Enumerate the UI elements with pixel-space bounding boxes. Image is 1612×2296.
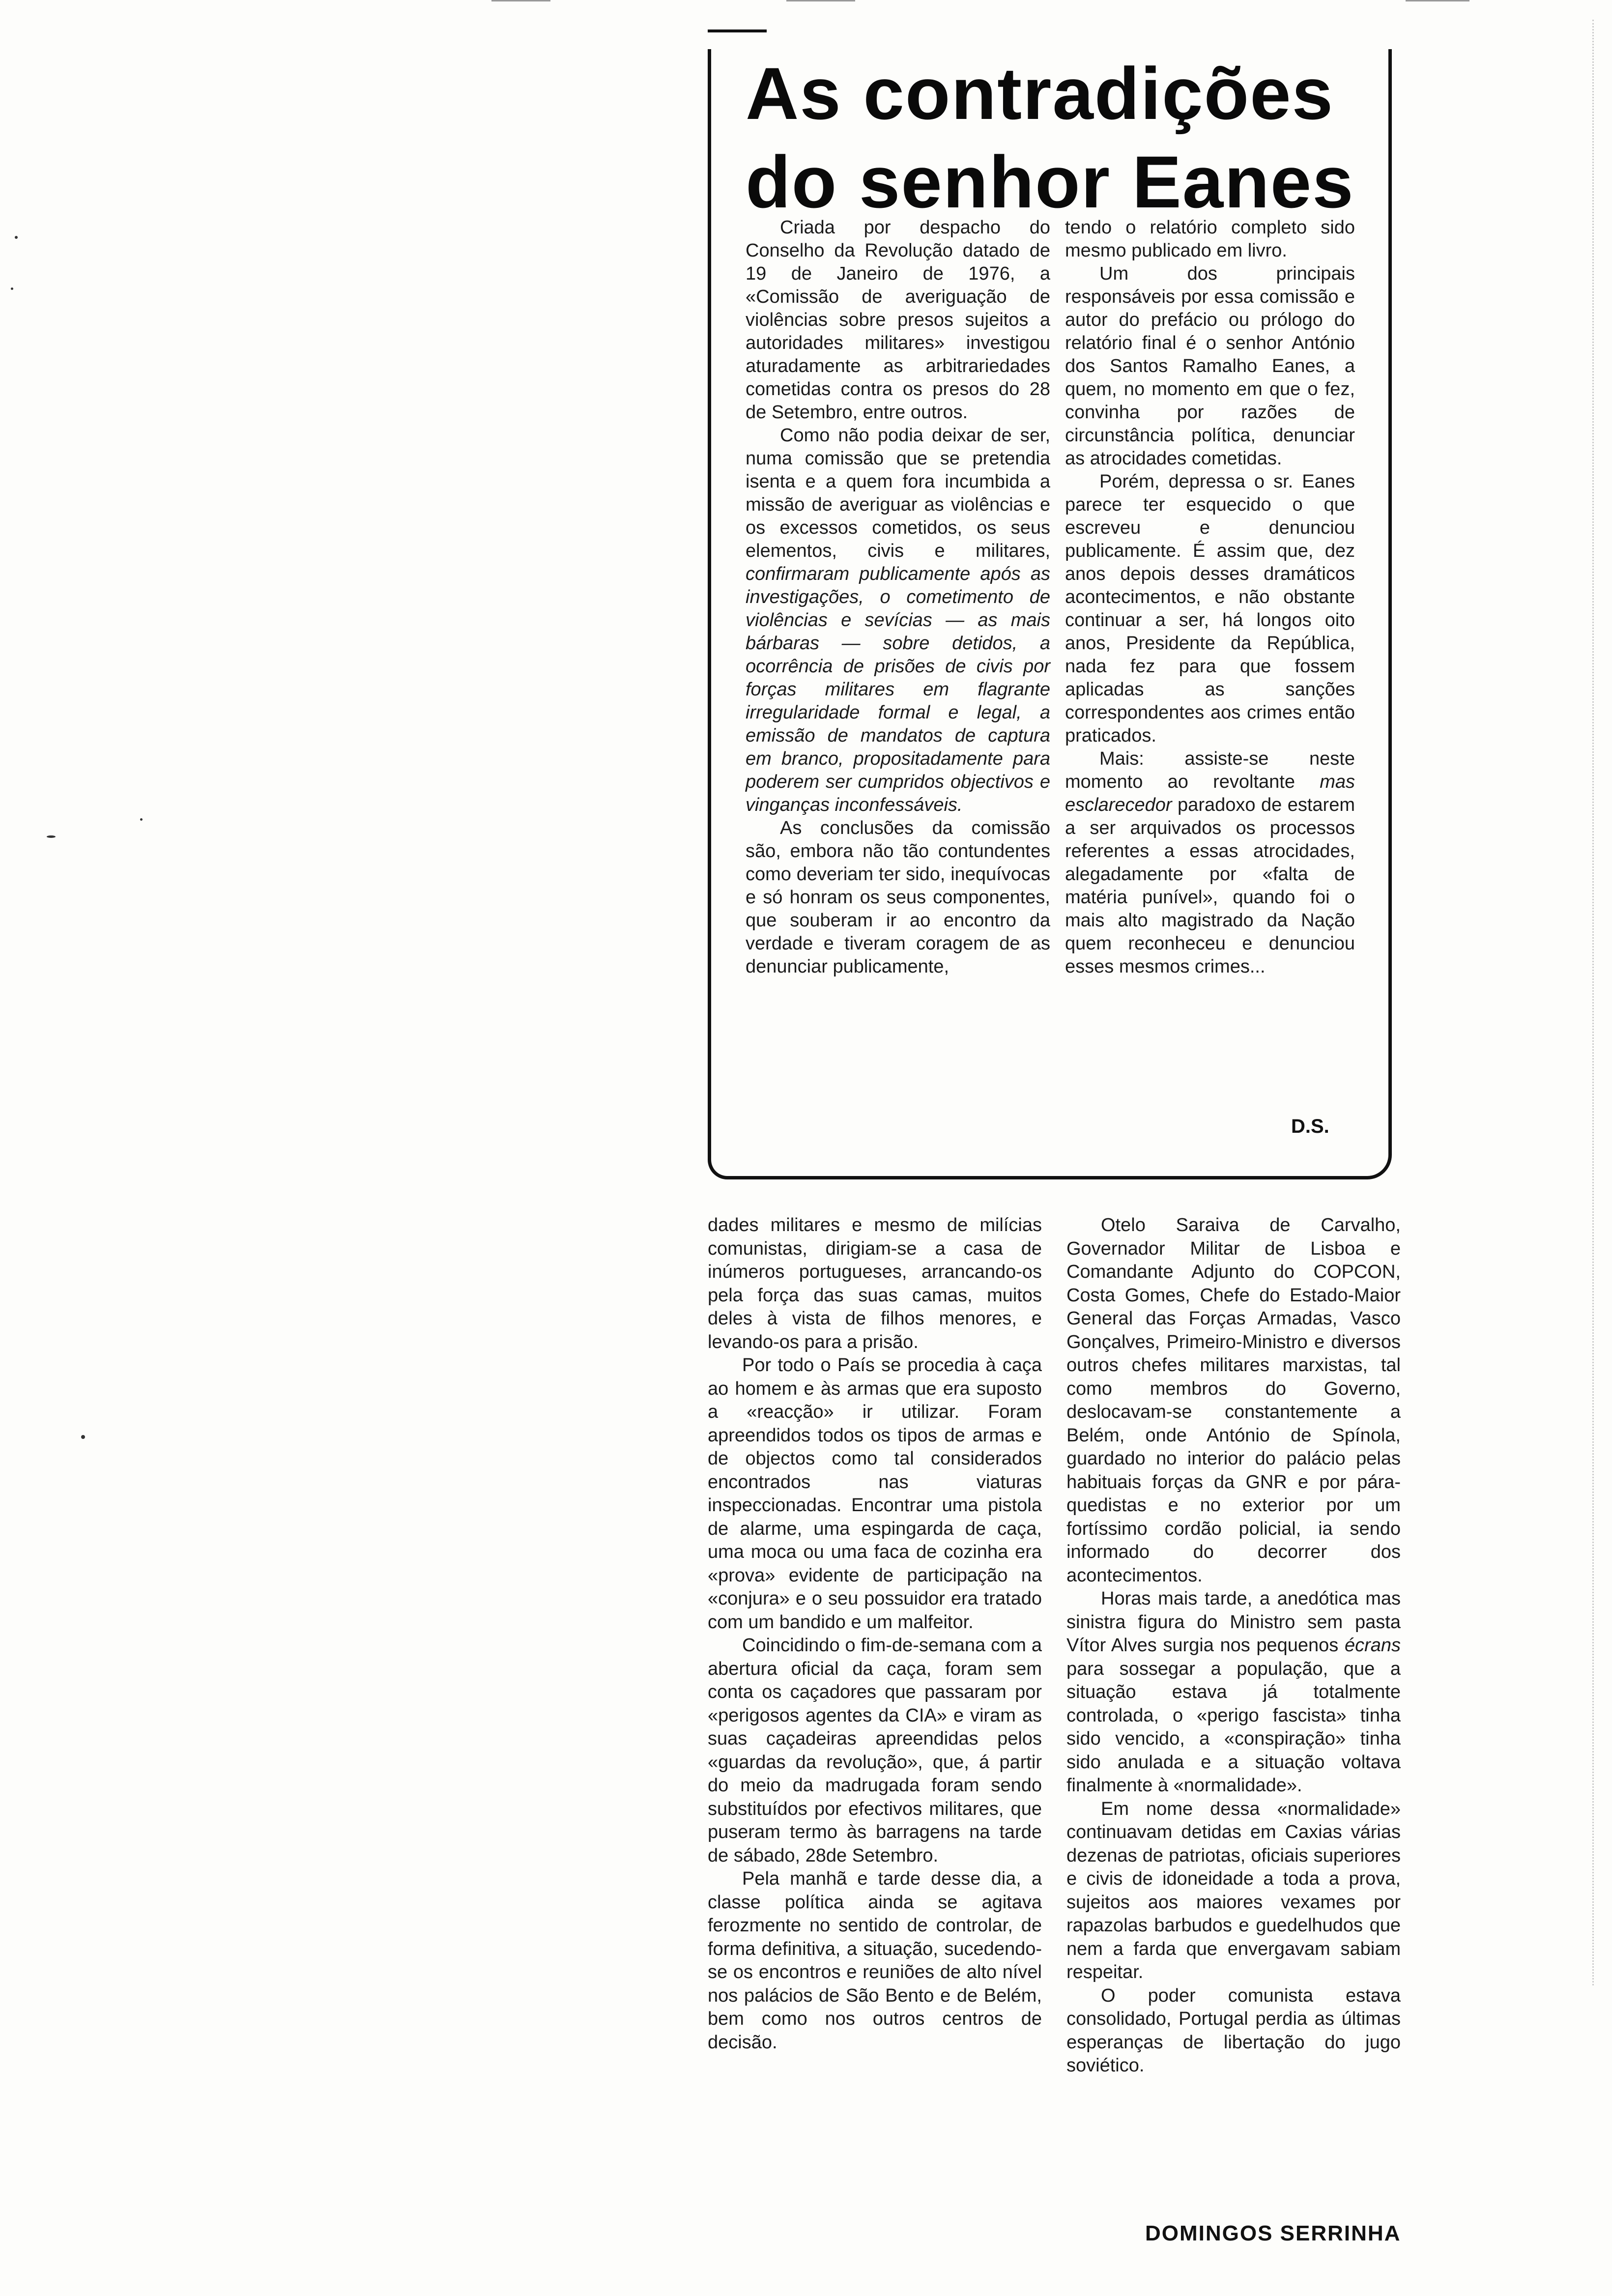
boxed-article-signature: D.S.: [1291, 1116, 1329, 1137]
box-top-rule: [708, 29, 767, 32]
headline: [746, 49, 1384, 226]
boxed-article-right-column: [1050, 216, 1355, 978]
paragraph-text: Mais: assiste-se neste momento ao revoltante: [1065, 748, 1355, 792]
emphasized-text: écrans: [1344, 1635, 1401, 1656]
paragraph: Um dos principais responsáveis por essa comissão e autor do prefácio ou prólogo do relatório final é o senhor António dos Santos Ramalho Eanes, a quem, no momento em que o fez, convinha por razões de circunstância política, denunciar as atrocidades cometidas.: [1065, 263, 1355, 469]
speck: [11, 287, 13, 290]
paragraph: Por todo o País se procedia à caça ao homem e às armas que era suposto a «reacção» ir utilizar. Foram apreendidos todos os tipos de armas e de objectos como tal considerados encontrados nas viaturas inspeccionadas. Encontrar uma pistola de alarme, uma espingarda de caça, uma moca ou uma faca de cozinha era «prova» evidente de participação na «conjura» e o seu possuidor era tratado com um bandido e um malfeitor.: [708, 1355, 1042, 1633]
speck: [140, 818, 143, 821]
main-article-left-column: [708, 1214, 1042, 2054]
headline-line: do senhor Eanes: [746, 141, 1354, 223]
paragraph: [1066, 1587, 1401, 1798]
paragraph-text: para sossegar a população, que a situação estava já totalmente controlada, o «perigo fascista» tinha sido vencido, a «conspiração» tinha sido anulada e a situação voltava finalmente à «normalidade».: [1066, 1658, 1401, 1796]
boxed-article-left-column: [746, 216, 1050, 978]
emphasized-text: mas esclarecedor: [1065, 772, 1355, 815]
margin-dots: [1592, 20, 1596, 1985]
paragraph: tendo o relatório completo sido mesmo publicado em livro.: [1065, 217, 1355, 261]
paragraph: Criada por despacho do Conselho da Revolução datado de 19 de Janeiro de 1976, a «Comissão de averiguação de violências sobre presos sujeitos a autoridades militares» investigou aturadamente as arbitrariedades cometidas contra os presos do 28 de Setembro, entre outros.: [746, 217, 1050, 423]
top-rule-fragment: [786, 0, 855, 1]
headline-line: As contradições: [746, 52, 1334, 135]
main-article-signature: DOMINGOS SERRINHA: [1145, 2221, 1401, 2245]
paragraph: Coincidindo o fim-de-semana com a abertura oficial da caça, foram sem conta os caçadores que passaram por «perigosos agentes da CIA» e viram as suas caçadeiras apreendidas pelos «guardas da revolução», que, á partir do meio da madrugada foram sendo substituídos por efectivos militares, que puseram termo às barragens na tarde de sábado, 28de Setembro.: [708, 1635, 1042, 1866]
speck: [47, 835, 56, 838]
paragraph-text: paradoxo de estarem a ser arquivados os processos referentes a essas atrocidades, alegadamente por «falta de matéria punível», quando foi o mais alto magistrado da Nação quem reconheceu e denunciou esses mesmos crimes...: [1065, 795, 1355, 977]
boxed-article: [708, 49, 1392, 1179]
paragraph: Porém, depressa o sr. Eanes parece ter esquecido o que escreveu e denunciou publicamente. É assim que, dez anos depois desses dramáticos acontecimentos, e não obstante continuar a ser, há longos oito anos, Presidente da República, nada fez para que fossem aplicadas as sanções correspondentes aos crimes então praticados.: [1065, 471, 1355, 746]
main-article-right-column: [1066, 1214, 1401, 2078]
top-rule-fragment: [491, 0, 550, 1]
paragraph: Pela manhã e tarde desse dia, a classe política ainda se agitava ferozmente no sentido de controlar, de forma definitiva, a situação, sucedendo-se os encontros e reuniões de alto nível nos palácios de São Bento e de Belém, bem como nos outros centros de decisão.: [708, 1868, 1042, 2053]
emphasized-text: confirmaram publicamente após as investigações, o cometimento de violências e sevícias — as mais bárbaras — sobre detidos, a ocorrência de prisões de civis por forças militares em flagrante irregularidade formal e legal, a emissão de mandatos de captura em branco, propositadamente para poderem ser cumpridos objectivos e vinganças inconfessáveis.: [746, 564, 1050, 815]
paragraph-text: Como não podia deixar de ser, numa comissão que se pretendia isenta e a quem fora incumbida a missão de averiguar as violências e os excessos cometidos, os seus elementos, civis e militares,: [746, 425, 1050, 561]
paragraph: Otelo Saraiva de Carvalho, Governador Militar de Lisboa e Comandante Adjunto do COPCON, Costa Gomes, Chefe do Estado-Maior General das Forças Armadas, Vasco Gonçalves, Primeiro-Ministro e diversos outros chefes militares marxistas, tal como membros do Governo, deslocavam-se constantemente a Belém, onde António de Spínola, guardado no interior do palácio pelas habituais forças da GNR e por pára-quedistas e no exterior por um fortíssimo cordão policial, ia sendo informado do decorrer dos acontecimentos.: [1066, 1215, 1401, 1586]
paragraph: As conclusões da comissão são, embora não tão contundentes como deveriam ter sido, inequívocas e só honram os seus componentes, que souberam ir ao encontro da verdade e tiveram coragem de as denunciar publicamente,: [746, 818, 1050, 977]
paragraph: O poder comunista estava consolidado, Portugal perdia as últimas esperanças de libertação do jugo soviético.: [1066, 1985, 1401, 2076]
paragraph: dades militares e mesmo de milícias comunistas, dirigiam-se a casa de inúmeros portugueses, arrancando-os pela força das suas camas, muitos deles à vista de filhos menores, e levando-os para a prisão.: [708, 1215, 1042, 1352]
speck: [15, 236, 18, 239]
paragraph: Em nome dessa «normalidade» continuavam detidas em Caxias várias dezenas de patriotas, oficiais superiores e civis de idoneidade a toda a prova, sujeitos aos maiores vexames por rapazolas barbudos e guedelhudos que nem a farda que envergavam sabiam respeitar.: [1066, 1798, 1401, 1982]
top-rule-fragment: [1406, 0, 1469, 1]
paragraph: [746, 424, 1050, 817]
paragraph: [1065, 747, 1355, 978]
speck: [81, 1435, 85, 1439]
paragraph-text: Horas mais tarde, a anedótica mas sinistra figura do Ministro sem pasta Vítor Alves surgia nos pequenos: [1066, 1588, 1401, 1656]
